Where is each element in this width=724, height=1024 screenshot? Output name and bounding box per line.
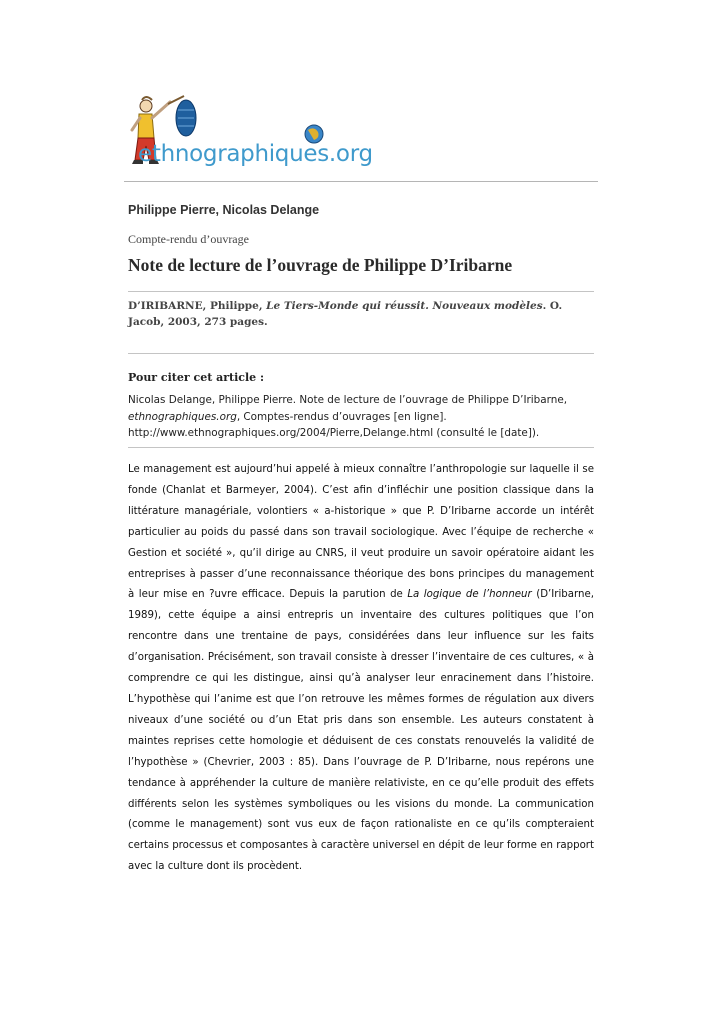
reference-publisher: . O. Jacob, 2003, 273 pages.: [128, 300, 563, 328]
section-divider: [128, 291, 594, 292]
citation-url[interactable]: http://www.ethnographiques.org/2004/Pierre,Delange.html (consulté le [date]).: [128, 427, 540, 439]
reference-author: D’IRIBARNE, Philippe,: [128, 300, 267, 312]
article-body-paragraph: [128, 460, 594, 878]
citation-block: [128, 392, 598, 442]
citation-text: , Comptes-rendus d’ouvrages [en ligne].: [236, 410, 447, 423]
citation-journal: ethnographiques.org: [128, 410, 237, 423]
article-category: Compte-rendu d’ouvrage: [128, 232, 249, 246]
article-title: Note de lecture de l’ouvrage de Philippe D’Iribarne: [128, 255, 513, 275]
section-divider: [128, 353, 594, 354]
logo-text: ethnographiques.org: [138, 141, 373, 167]
article-authors: Philippe Pierre, Nicolas Delange: [128, 203, 320, 217]
body-text: Le management est aujourd’hui appelé à mieux connaître l’anthropologie sur laquelle il se fonde (Chanlat et Barmeyer, 2004). C’est afin d’infléchir une position classique dans la littérature managériale, volontiers « a-historique » que P. D’Iribarne accorde un intérêt particulier au poids du passé dans son travail sociologique. Avec l’équipe de recherche « Gestion et société », qu’il dirige au CNRS, il veut produire un savoir opératoire aidant les entreprises à passer d’une reconnaissance théorique des bons principes du management à leur mise en ?uvre efficace. Depuis la parution de: [128, 464, 594, 601]
section-divider: [128, 447, 594, 448]
body-book-title: La logique de l’honneur: [407, 589, 532, 601]
site-logo[interactable]: [124, 94, 384, 174]
reference-book-title: Le Tiers-Monde qui réussit. Nouveaux modèles: [266, 300, 543, 312]
book-reference: [128, 298, 590, 330]
header-divider: [124, 181, 598, 182]
citation-heading: Pour citer cet article :: [128, 371, 265, 384]
body-text: (D’Iribarne, 1989), cette équipe a ainsi entrepris un inventaire des cultures politiques que l’on rencontre dans une trentaine de pays, considérées dans leur influence sur les faits d’organisation. Précisément, son travail consiste à dresser l’inventaire de ces cultures, « à comprendre ce qui les distingue, ainsi qu’à analyser leur enracinement dans l’histoire. L’hypothèse qui l’anime est que l’on retrouve les mêmes formes de régulation aux divers niveaux d’une société ou d’un Etat pris dans son ensemble. Les auteurs constatent à maintes reprises cette homologie et déduisent de ces constats renouvelés la validité de l’hypothèse » (Chevrier, 2003 : 85). Dans l’ouvrage de P. D’Iribarne, nous repérons une tendance à appréhender la culture de manière relativiste, en ce qu’elle produit des effets différents selon les systèmes symboliques ou les visions du monde. La communication (comme le management) sont vus eux de façon rationaliste en ce qu’ils compteraient certains processus et composantes à caractère universel en dépit de leur forme en rapport avec la culture dont ils procèdent.: [128, 589, 594, 873]
citation-text: Nicolas Delange, Philippe Pierre. Note de lecture de l’ouvrage de Philippe D’Iribarne,: [128, 394, 568, 406]
